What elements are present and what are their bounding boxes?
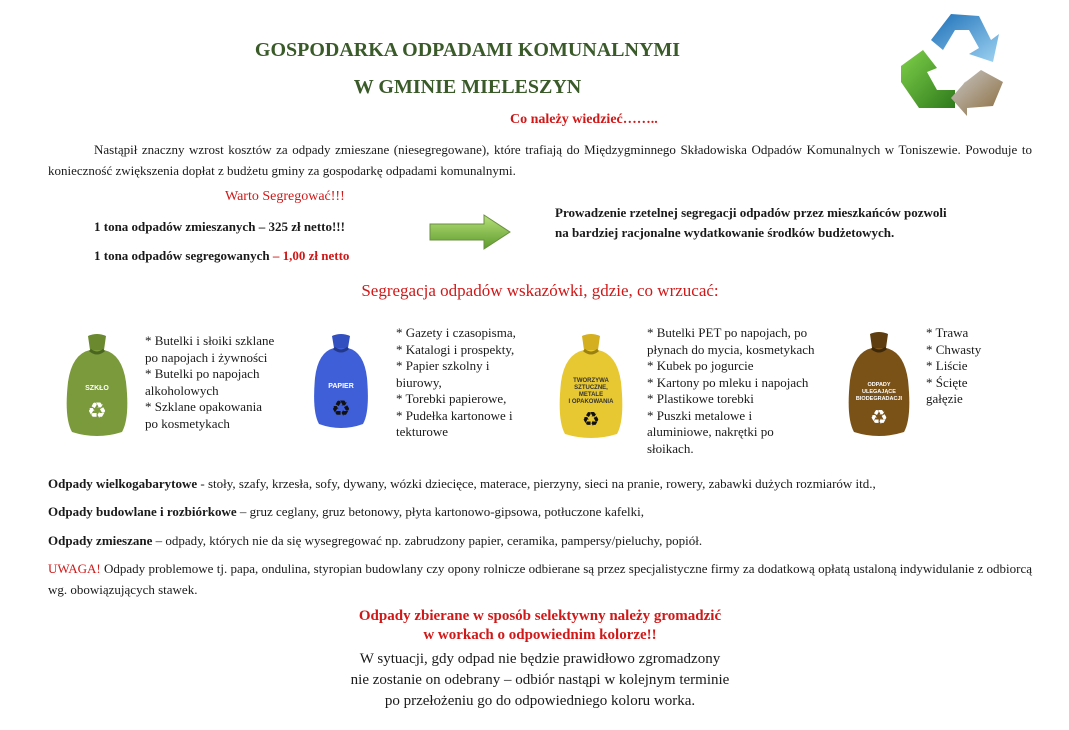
list-item: * Plastikowe torebki [647, 391, 754, 406]
bulky-waste-label: Odpady wielkogabarytowe [48, 476, 198, 491]
plastic-bag-label-3: METALE [578, 392, 604, 398]
bio-bag-label-1: ODPADY [867, 382, 891, 388]
mixed-waste-text: – odpady, których nie da się wysegregować np. zabrudzony papier, ceramika, pampersy/pieluchy, popiół. [152, 533, 703, 548]
list-item: * Szklane opakowania [145, 399, 262, 414]
list-item: * Torebki papierowe, [396, 391, 507, 406]
list-item: * Butelki po napojach [145, 366, 260, 381]
glass-items [145, 333, 274, 432]
plastic-metal-bag-icon [555, 332, 627, 442]
bio-bag-label-3: BIODEGRADACJI [855, 396, 903, 402]
list-item: aluminiowe, nakrętki po [647, 424, 774, 439]
list-item: tekturowe [396, 424, 448, 439]
footer-highlight [0, 607, 1069, 645]
segregation-conclusion [555, 203, 947, 243]
conclusion-line-2: na bardziej racjonalne wydatkowanie środków budżetowych. [555, 225, 895, 240]
segregation-heading: Warto Segregować!!! [225, 189, 345, 204]
green-arrow-right-icon [428, 214, 512, 250]
list-item: * Butelki PET po napojach, po [647, 325, 808, 340]
mixed-cost-row [94, 219, 345, 235]
list-item: * Kubek po jogurcie [647, 358, 754, 373]
page-title-line2: W GMINIE MIELESZYN [353, 76, 582, 98]
paper-items [396, 325, 516, 441]
warning-text: Odpady problemowe tj. papa, ondulina, styropian budowlany czy opony rolnicze odbierane są przez specjalistyczne firmy za dodatkową opłatą ustaloną indywidulanie z odbiorcą wg. obowiązujących stawek. [48, 561, 1032, 597]
list-item: * Ścięte [926, 374, 968, 390]
bio-bag-label-2: ULEGAJĄCE [862, 389, 896, 395]
sorted-cost-price: – 1,00 zł netto [272, 248, 350, 263]
construction-waste-label: Odpady budowlane i rozbiórkowe [48, 504, 237, 519]
list-item: po kosmetykach [145, 415, 230, 431]
sorted-cost-row [94, 248, 349, 264]
list-item: * Pudełka kartonowe i [396, 407, 513, 423]
plastic-bag-label-4: I OPAKOWANIA [568, 399, 614, 405]
footer-note [0, 649, 1069, 712]
warning-paragraph [48, 558, 1032, 600]
bulky-waste-line [48, 473, 1038, 494]
plastic-metal-items [647, 325, 815, 457]
plastic-bag-label-1: TWORZYWA [573, 378, 609, 384]
list-item: * Chwasty [926, 341, 982, 357]
list-item: * Liście [926, 358, 968, 373]
intro-paragraph: Nastąpił znaczny wzrost kosztów za odpady zmieszane (niesegregowane), które trafiają do Międzygminnego Składowiska Odpadów Komunalnych w Toniszewie. Powoduje to konieczność zwiększenia dopłat z budżetu gminy za gospodarkę odpadami komunalnymi. [48, 142, 1032, 178]
list-item: gałęzie [926, 391, 963, 406]
page-subtitle: Co należy wiedzieć…….. [510, 112, 658, 127]
footer-red-line-1: Odpady zbierane w sposób selektywny należy gromadzić [358, 608, 722, 624]
svg-text:♻: ♻ [870, 405, 888, 429]
plastic-bag-label-2: SZTUCZNE, [574, 385, 608, 391]
svg-text:♻: ♻ [331, 397, 351, 422]
conclusion-line-1: Prowadzenie rzetelnej segregacji odpadów przez mieszkańców pozwoli [555, 205, 947, 220]
list-item: * Butelki i słoiki szklane [145, 333, 275, 348]
bulky-waste-text: - stoły, szafy, krzesła, sofy, dywany, wózki dziecięce, materace, pierzyny, sieci na pranie, rowery, zabawki dużych rozmiarów itd., [197, 476, 876, 491]
footer-line-1: W sytuacji, gdy odpad nie będzie prawidłowo zgromadzony [359, 651, 721, 667]
warning-label: UWAGA! [48, 561, 101, 576]
mixed-cost-label: 1 tona odpadów zmieszanych [94, 219, 256, 234]
svg-text:♻: ♻ [582, 407, 600, 431]
paper-bag-icon [310, 332, 372, 432]
footer-line-3: po przełożeniu go do odpowiedniego koloru worka. [384, 693, 696, 709]
list-item: płynach do mycia, kosmetykach [647, 341, 815, 357]
list-item: alkoholowych [145, 382, 219, 398]
bio-bag-icon [844, 330, 914, 440]
list-item: * Papier szkolny i [396, 358, 490, 373]
recycle-logo-icon [893, 10, 1008, 118]
list-item: po napojach i żywności [145, 349, 268, 365]
list-item: biurowy, [396, 374, 442, 390]
construction-waste-text: – gruz ceglany, gruz betonowy, płyta kartonowo-gipsowa, potłuczone kafelki, [236, 504, 645, 519]
glass-bag-label: SZKŁO [85, 385, 109, 392]
mixed-waste-line [48, 530, 1038, 551]
sorted-cost-label: 1 tona odpadów segregowanych [94, 248, 270, 263]
construction-waste-line [48, 501, 1038, 522]
footer-red-line-2: w workach o odpowiednim kolorze!! [423, 627, 657, 643]
guide-heading: Segregacja odpadów wskazówki, gdzie, co wrzucać: [361, 281, 719, 300]
bio-items [926, 325, 981, 408]
list-item: słoikach. [647, 440, 694, 456]
mixed-cost-price: – 325 zł netto!!! [258, 219, 345, 234]
list-item: * Gazety i czasopisma, [396, 325, 516, 340]
page-title: GOSPODARKA ODPADAMI KOMUNALNYMI [254, 39, 681, 61]
list-item: * Trawa [926, 325, 969, 340]
glass-bag-icon [62, 332, 132, 440]
list-item: * Kartony po mleku i napojach [647, 374, 809, 390]
paper-bag-label: PAPIER [328, 383, 354, 390]
mixed-waste-label: Odpady zmieszane [48, 533, 153, 548]
svg-text:♻: ♻ [87, 399, 107, 424]
list-item: * Katalogi i prospekty, [396, 341, 515, 357]
footer-line-2: nie zostanie on odebrany – odbiór nastąpi w kolejnym terminie [350, 672, 730, 688]
list-item: * Puszki metalowe i [647, 407, 753, 423]
